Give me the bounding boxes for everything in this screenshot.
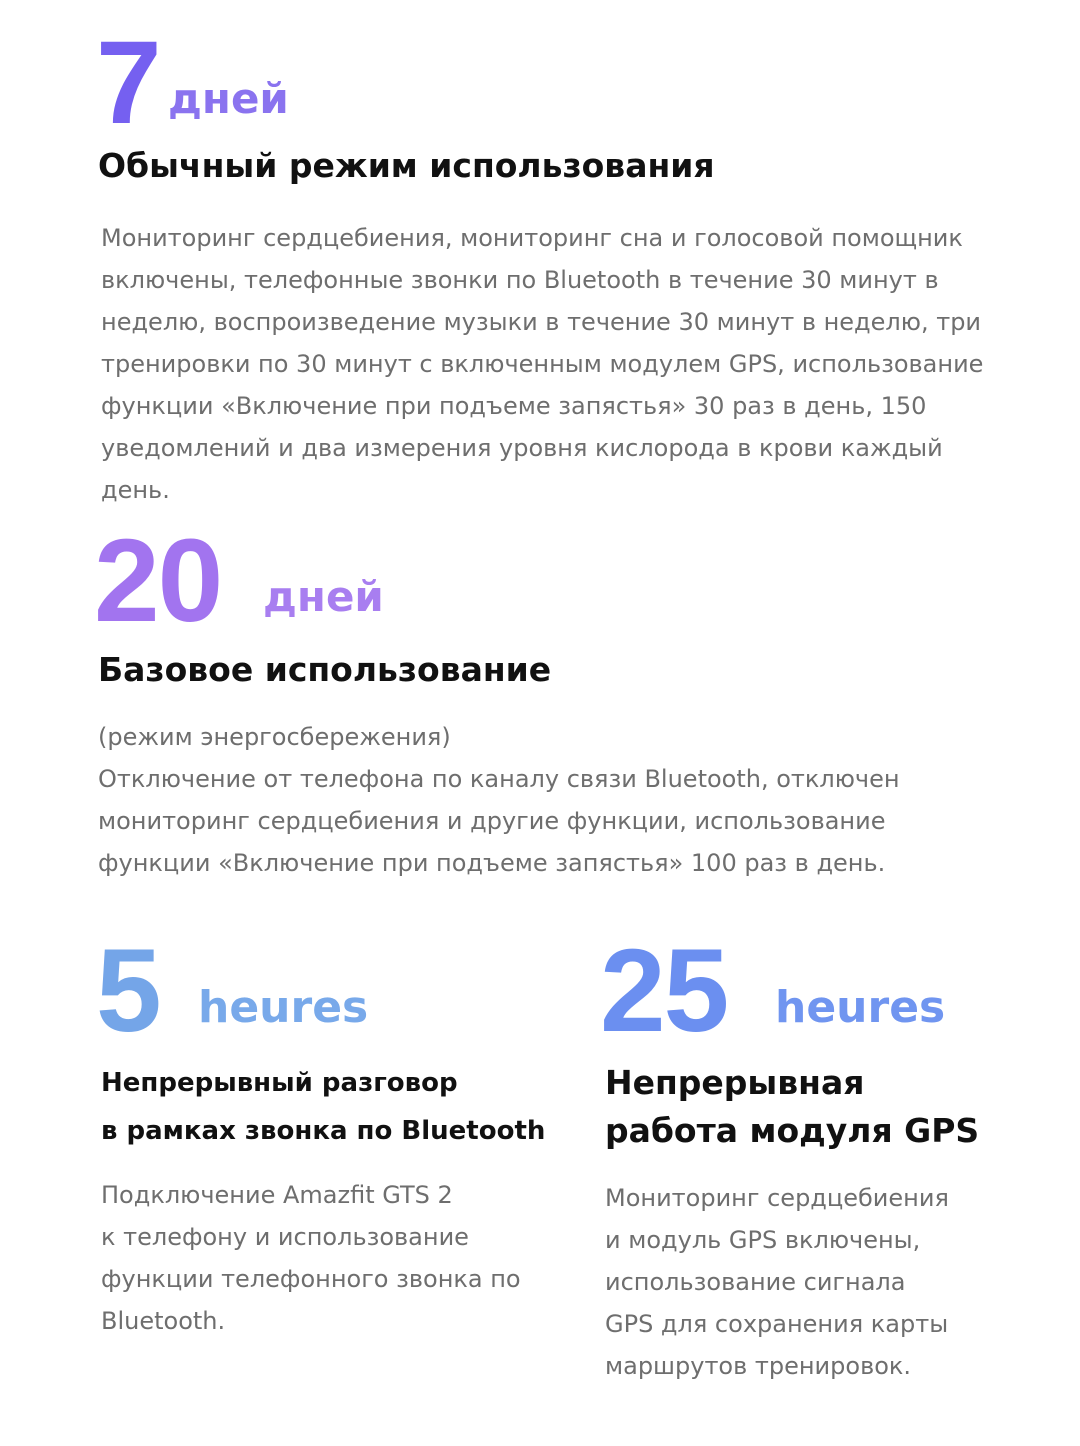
block-description (605, 1177, 1045, 1387)
description-line: GPS для сохранения карты (605, 1310, 949, 1338)
description-line: Мониторинг сердцебиения (605, 1184, 949, 1212)
duration-unit: дней (263, 572, 384, 621)
duration-number: 5 (96, 925, 160, 1057)
block-heading: Обычный режим использования (98, 146, 715, 185)
description-line: использование сигнала (605, 1268, 906, 1296)
description-line: мониторинг сердцебиения и другие функции, использование (98, 807, 886, 835)
block-description (101, 1174, 561, 1342)
duration-number: 25 (600, 925, 728, 1057)
block-heading: Базовое использование (98, 650, 552, 689)
description-line: функции «Включение при подъеме запястья» 100 раз в день. (98, 849, 886, 877)
heading-line: в рамках звонка по Bluetooth (101, 1116, 546, 1146)
description-line: Подключение Amazfit GTS 2 (101, 1181, 453, 1209)
description-line: уведомлений и два измерения уровня кислорода в крови каждый (101, 434, 943, 462)
heading-line: Непрерывный разговор (101, 1068, 458, 1098)
description-line: функции телефонного звонка по (101, 1265, 521, 1293)
description-line: к телефону и использование (101, 1223, 469, 1251)
duration-number: 20 (94, 515, 222, 647)
description-line: Мониторинг сердцебиения, мониторинг сна и голосовой помощник (101, 224, 963, 252)
duration-number: 7 (96, 17, 160, 149)
description-line: включены, телефонные звонки по Bluetooth в течение 30 минут в (101, 266, 939, 294)
description-line: (режим энергосбережения) (98, 723, 451, 751)
description-line: Отключение от телефона по каналу связи Bluetooth, отключен (98, 765, 900, 793)
heading-line: работа модуля GPS (605, 1111, 980, 1150)
heading-line: Непрерывная (605, 1063, 865, 1102)
description-line: и модуль GPS включены, (605, 1226, 921, 1254)
block-heading (605, 1059, 979, 1155)
duration-unit: дней (168, 74, 289, 123)
block-description (98, 716, 998, 884)
duration-unit: heures (775, 982, 946, 1033)
description-line: неделю, воспроизведение музыки в течение 30 минут в неделю, три (101, 308, 982, 336)
description-line: день. (101, 476, 170, 504)
description-line: функции «Включение при подъеме запястья» 30 раз в день, 150 (101, 392, 927, 420)
description-line: Bluetooth. (101, 1307, 226, 1335)
description-line: тренировки по 30 минут с включенным модулем GPS, использование (101, 350, 984, 378)
block-heading (101, 1059, 545, 1155)
block-description (101, 217, 1001, 511)
duration-unit: heures (198, 982, 369, 1033)
description-line: маршрутов тренировок. (605, 1352, 912, 1380)
